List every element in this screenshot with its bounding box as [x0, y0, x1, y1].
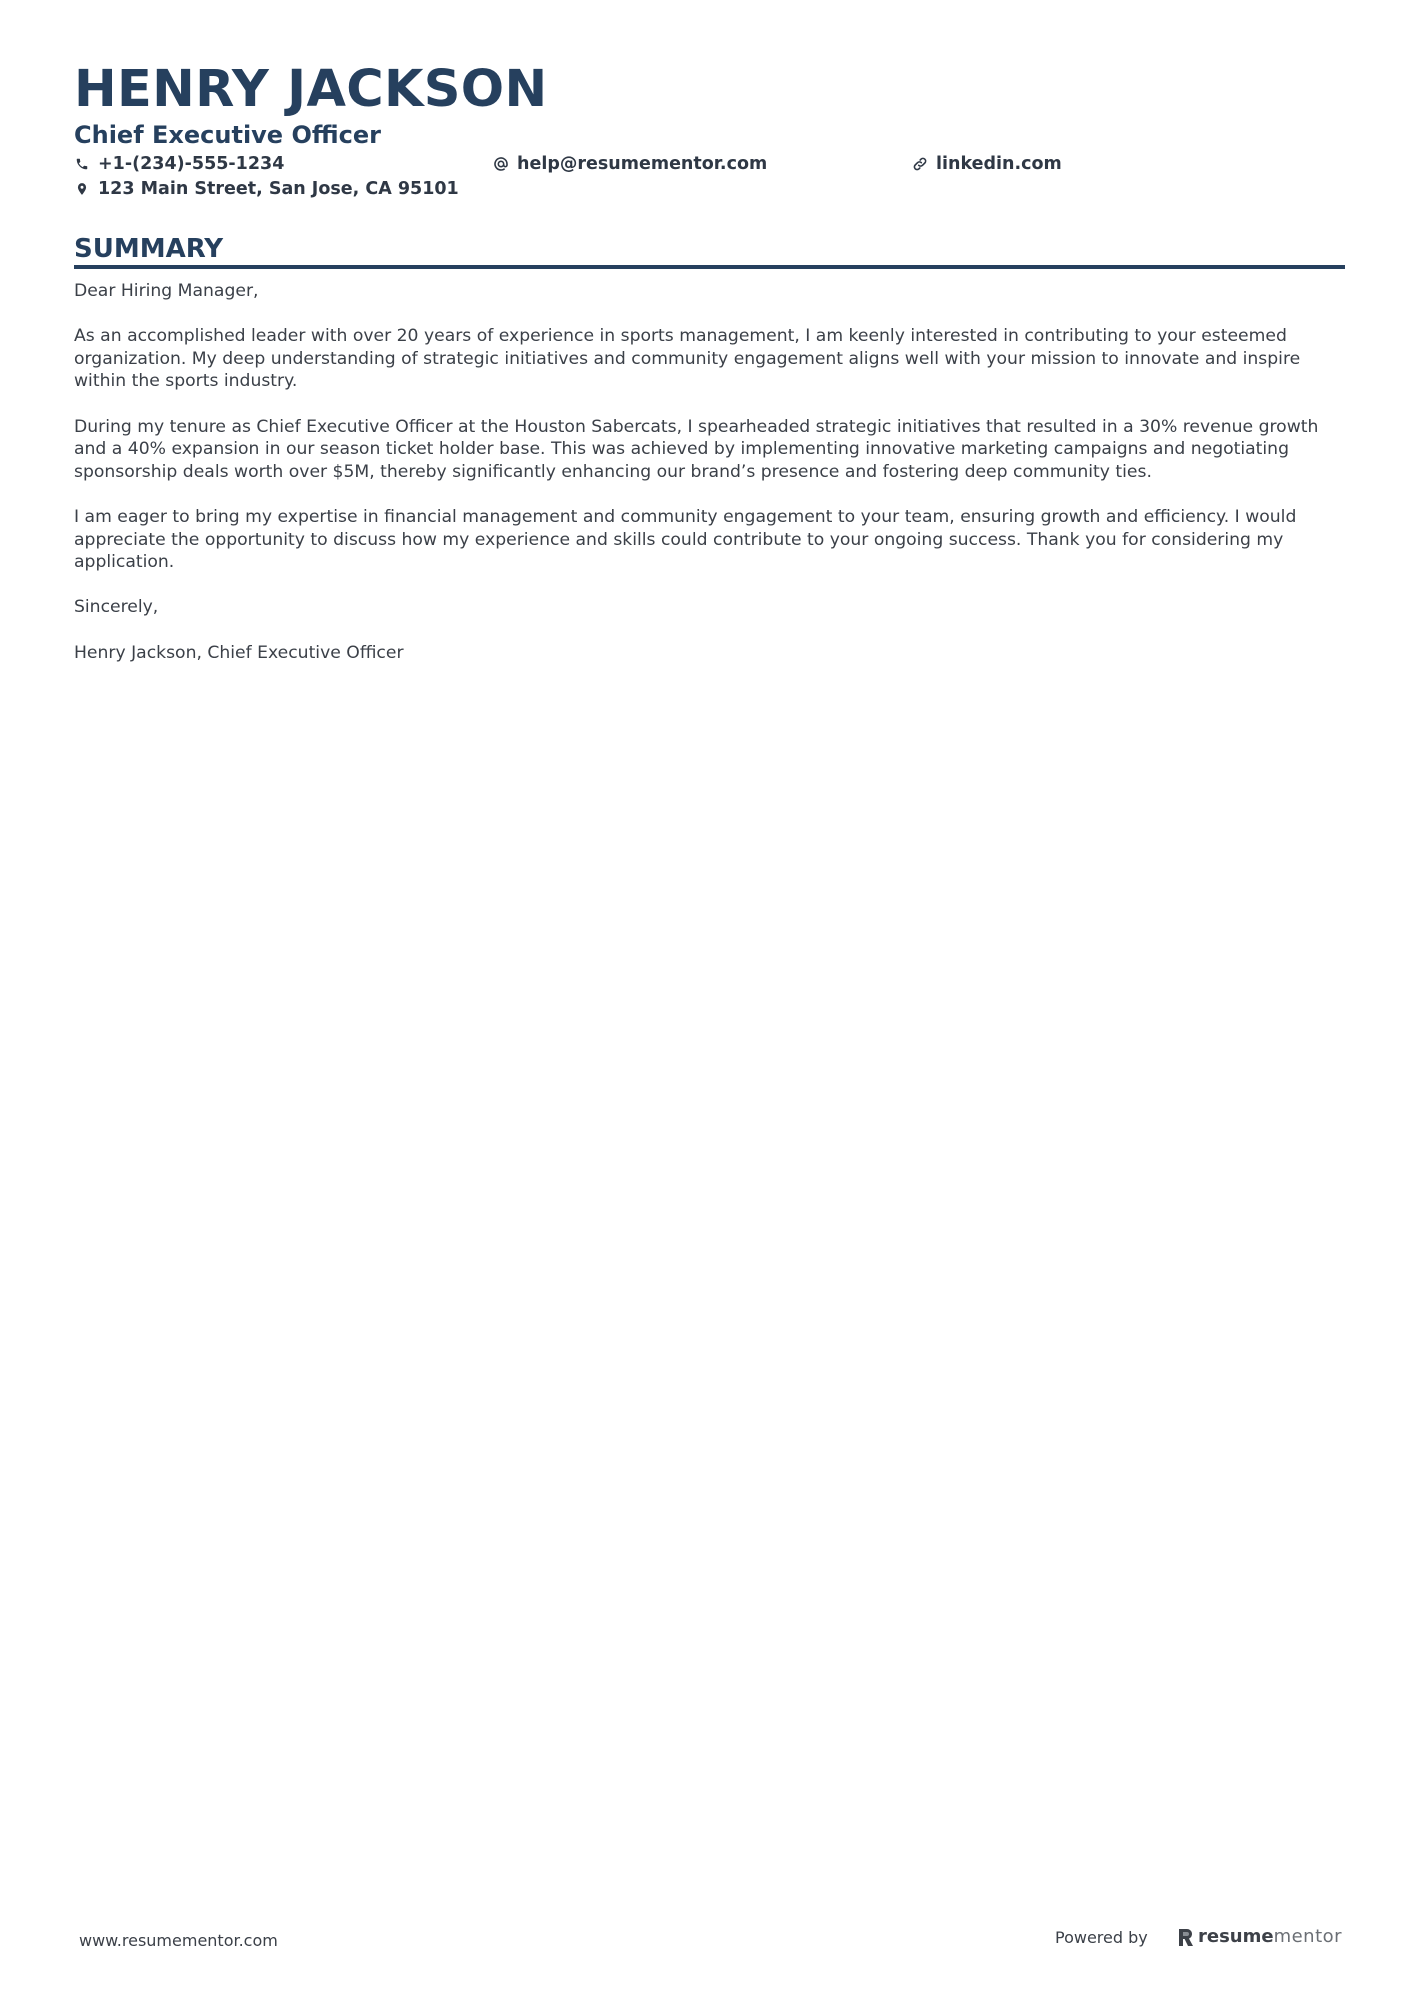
letter-paragraph: As an accomplished leader with over 20 years of experience in sports management, I am keenly interested in contributing to your esteemed organization. My deep understanding of strategic initiatives and community engagement aligns well with your mission to innovate and inspire within the sports industry.	[74, 326, 1301, 392]
letter-signature: Henry Jackson, Chief Executive Officer	[74, 642, 404, 663]
brand-name-part2: mentor	[1273, 1926, 1343, 1947]
phone-text: +1-(234)-555-1234	[98, 154, 285, 174]
website-text: linkedin.com	[936, 154, 1062, 174]
brand-name-part1: resume	[1198, 1926, 1274, 1947]
footer-website-link[interactable]: www.resumementor.com	[79, 1931, 278, 1950]
letter-salutation: Dear Hiring Manager,	[74, 281, 259, 301]
candidate-title: Chief Executive Officer	[74, 121, 381, 149]
summary-heading: SUMMARY	[74, 234, 224, 264]
contact-phone	[74, 153, 284, 175]
at-icon	[493, 156, 509, 172]
phone-icon	[74, 156, 90, 172]
address-text: 123 Main Street, San Jose, CA 95101	[98, 179, 459, 199]
resumementor-logo-icon	[1178, 1927, 1194, 1947]
email-text: help@resumementor.com	[517, 154, 768, 174]
letter-paragraph: I am eager to bring my expertise in financial management and community engagement to your team, ensuring growth and efficiency. I would appreciate the opportunity to discuss how my experience and skills could contribute to your ongoing success. Thank you for considering my application.	[74, 506, 1297, 573]
letter-body	[74, 280, 1345, 687]
contact-website	[912, 153, 1062, 175]
brand-logo[interactable]	[1178, 1925, 1342, 1949]
letter-closing: Sincerely,	[74, 597, 159, 618]
contact-email	[493, 153, 767, 175]
contact-address	[74, 178, 459, 200]
powered-by-label: Powered by	[1055, 1928, 1148, 1947]
letter-paragraph: During my tenure as Chief Executive Officer at the Houston Sabercats, I spearheaded strategic initiatives that resulted in a 30% revenue growth and a 40% expansion in our season ticket holder base. This was achieved by implementing innovative marketing campaigns and negotiating sponsorship deals worth over $5M, thereby significantly enhancing our brand’s presence and fostering deep community ties.	[74, 416, 1319, 482]
link-icon	[912, 156, 928, 172]
section-divider	[74, 265, 1345, 269]
candidate-name: HENRY JACKSON	[74, 60, 548, 119]
location-pin-icon	[74, 181, 90, 197]
